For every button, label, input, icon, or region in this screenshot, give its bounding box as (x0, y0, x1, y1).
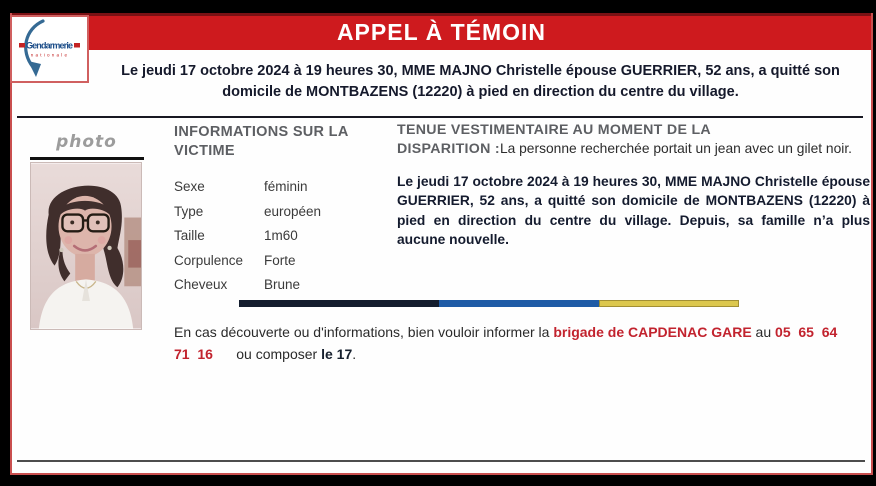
table-row (174, 249, 321, 274)
row-label: Taille (174, 228, 205, 244)
brigade-name: brigade de CAPDENAC GARE (553, 324, 752, 340)
headline: Le jeudi 17 octobre 2024 à 19 heures 30, MME MAJNO Christelle épouse GUERRIER, 52 ans, a quitté son domicile de MONTBAZENS (12220) à pied en direction du centre du village. (121, 63, 840, 101)
table-row (174, 273, 321, 298)
victim-portrait-illustration (31, 163, 141, 329)
disappearance-narrative: Le jeudi 17 octobre 2024 à 19 heures 30, MME MAJNO Christelle épouse GUERRIER, 52 ans, a quitté son domicile de MONTBAZENS (12220) à pied en direction du centre du village. Depuis, sa famille n’a plus aucune nouvelle. (397, 174, 870, 247)
row-value: 1m60 (264, 228, 298, 244)
contact-pre: En cas découverte ou d'informations, bien vouloir informer la (174, 324, 554, 340)
table-row (174, 224, 321, 249)
poster-page (10, 13, 873, 475)
tricolor-yellow-segment (599, 300, 739, 307)
row-value: Forte (264, 252, 296, 268)
banner (12, 13, 871, 50)
logo-subname: nationale (30, 52, 70, 58)
row-label: Cheveux (174, 277, 228, 293)
emergency-number: le 17 (321, 345, 353, 362)
row-label: Sexe (174, 179, 205, 194)
row-value: européen (264, 203, 322, 219)
victim-photo (30, 162, 142, 330)
contact-mid: au (751, 324, 776, 340)
right-column (397, 121, 870, 249)
tricolor-black-segment (239, 300, 439, 307)
clothing-heading-line2: DISPARITION : (397, 141, 500, 158)
tricolor-bar (239, 300, 739, 307)
clothing-text: La personne recherchée portait un jean avec un gilet noir. (499, 141, 853, 157)
row-value: féminin (264, 179, 308, 194)
gendarmerie-logo (10, 15, 89, 83)
logo-name: Gendarmerie (26, 40, 73, 51)
table-row (174, 175, 321, 200)
phone-number-line2: 71 16 (174, 345, 213, 362)
poster-title: APPEL À TÉMOIN (336, 19, 547, 45)
content-area (12, 119, 871, 473)
row-label: Type (174, 203, 204, 219)
contact-end: . (352, 345, 357, 362)
gendarmerie-swoosh-icon (12, 17, 87, 81)
photo-underline (30, 157, 144, 160)
header-divider (17, 116, 863, 118)
victim-info-table (174, 175, 321, 298)
contact-mid2: ou composer (212, 345, 322, 362)
table-row (174, 200, 321, 225)
photo-label: photo (56, 132, 117, 152)
phone-number-line1: 05 65 64 (775, 324, 838, 340)
row-value: Brune (264, 277, 301, 293)
contact-instructions (174, 322, 876, 365)
footer-divider (17, 460, 865, 462)
clothing-heading-line1: TENUE VESTIMENTAIRE AU MOMENT DE LA (397, 122, 711, 138)
row-label: Corpulence (174, 252, 244, 268)
clothing-description (397, 121, 870, 159)
victim-info-heading: INFORMATIONS SUR LA VICTIME (174, 124, 349, 159)
tricolor-blue-segment (439, 300, 599, 307)
